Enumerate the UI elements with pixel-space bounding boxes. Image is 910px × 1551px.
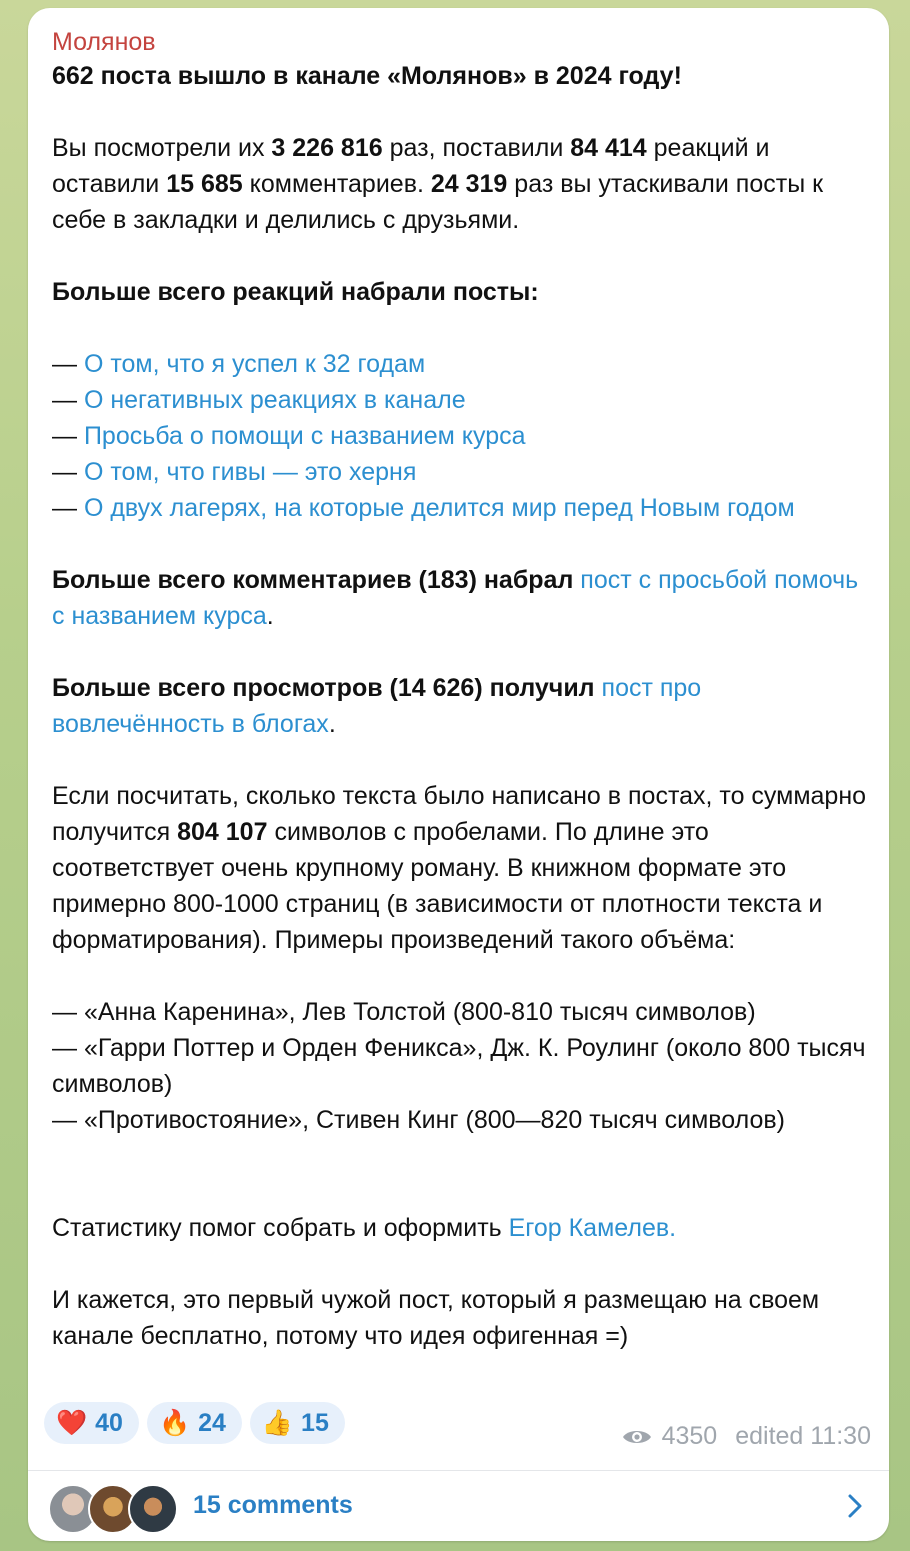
text-volume-paragraph: Если посчитать, сколько текста было написано в постах, то суммарно получится 804 107 символов с пробелами. По длине это соответствует очень крупному роману. В книжном формате это примерно 800-1000 страниц (в зависимости от плотности текста и форматирования). Примеры произведений такого объёма: [52, 782, 867, 954]
reaction-count: 15 [301, 1408, 329, 1437]
fire-icon: 🔥 [158, 1408, 191, 1437]
most-views-paragraph: Больше всего просмотров (14 626) получил пост про вовлечённость в блогах. [52, 674, 702, 738]
top-post-item: — О том, что гивы — это херня [52, 458, 417, 486]
comments-count[interactable]: 15 comments [193, 1491, 353, 1519]
message-text [52, 26, 872, 1354]
top-post-link[interactable]: Просьба о помощи с названием курса [83, 422, 526, 450]
top-post-link[interactable]: О двух лагерях, на которые делится мир перед Новым годом [83, 494, 795, 522]
chevron-right-icon[interactable] [847, 1493, 863, 1519]
reaction-heart[interactable] [44, 1402, 139, 1444]
message-bubble [28, 8, 889, 1541]
top-post-link[interactable]: О том, что я успел к 32 годам [83, 350, 426, 378]
comments-bar[interactable] [28, 1471, 889, 1541]
top-post-item: — О негативных реакциях в канале [52, 386, 466, 414]
credit-link[interactable]: Егор Камелев. [508, 1214, 677, 1242]
reactions-heading: Больше всего реакций набрали посты: [52, 278, 539, 306]
message-meta [622, 1422, 871, 1451]
top-post-link[interactable]: О негативных реакциях в канале [83, 386, 466, 414]
thumbs-up-icon: 👍 [261, 1408, 294, 1437]
heart-icon: ❤️ [56, 1408, 88, 1437]
most-comments-link[interactable]: пост с просьбой помочь с названием курса [52, 566, 859, 630]
headline: 662 поста вышло в канале «Молянов» в 2024 году! [52, 62, 682, 90]
top-post-item: — Просьба о помощи с названием курса [52, 422, 526, 450]
reaction-fire[interactable] [147, 1402, 242, 1444]
reaction-count: 24 [198, 1408, 226, 1437]
book-item: — «Гарри Поттер и Орден Феникса», Дж. К. Роулинг (около 800 тысяч символов) [52, 1034, 866, 1098]
book-item: — «Анна Каренина», Лев Толстой (800-810 тысяч символов) [52, 998, 756, 1026]
author-name[interactable]: Молянов [52, 28, 156, 56]
most-views-link[interactable]: пост про вовлечённость в блогах [52, 674, 702, 738]
top-post-link[interactable]: О том, что гивы — это херня [83, 458, 417, 486]
reaction-thumbs-up[interactable] [250, 1402, 345, 1444]
eye-icon [622, 1427, 652, 1447]
closing-paragraph: И кажется, это первый чужой пост, который я размещаю на своем канале бесплатно, потому что идея офигенная =) [52, 1286, 820, 1350]
most-comments-paragraph: Больше всего комментариев (183) набрал пост с просьбой помочь с названием курса. [52, 566, 859, 630]
edited-time: edited 11:30 [735, 1422, 871, 1450]
top-post-item: — О двух лагерях, на которые делится мир перед Новым годом [52, 494, 795, 522]
view-count: 4350 [661, 1422, 718, 1450]
credit-paragraph: Статистику помог собрать и оформить Егор Камелев. [52, 1214, 677, 1242]
stats-paragraph: Вы посмотрели их 3 226 816 раз, поставили 84 414 реакций и оставили 15 685 комментариев. 24 319 раз вы утаскивали посты к себе в закладки и делились с друзьями. [52, 134, 824, 234]
avatar [128, 1484, 178, 1534]
commenter-avatars [48, 1484, 178, 1532]
reactions-bar [44, 1402, 345, 1444]
reaction-count: 40 [95, 1408, 123, 1437]
top-post-item: — О том, что я успел к 32 годам [52, 350, 426, 378]
book-item: — «Противостояние», Стивен Кинг (800—820 тысяч символов) [52, 1106, 786, 1134]
